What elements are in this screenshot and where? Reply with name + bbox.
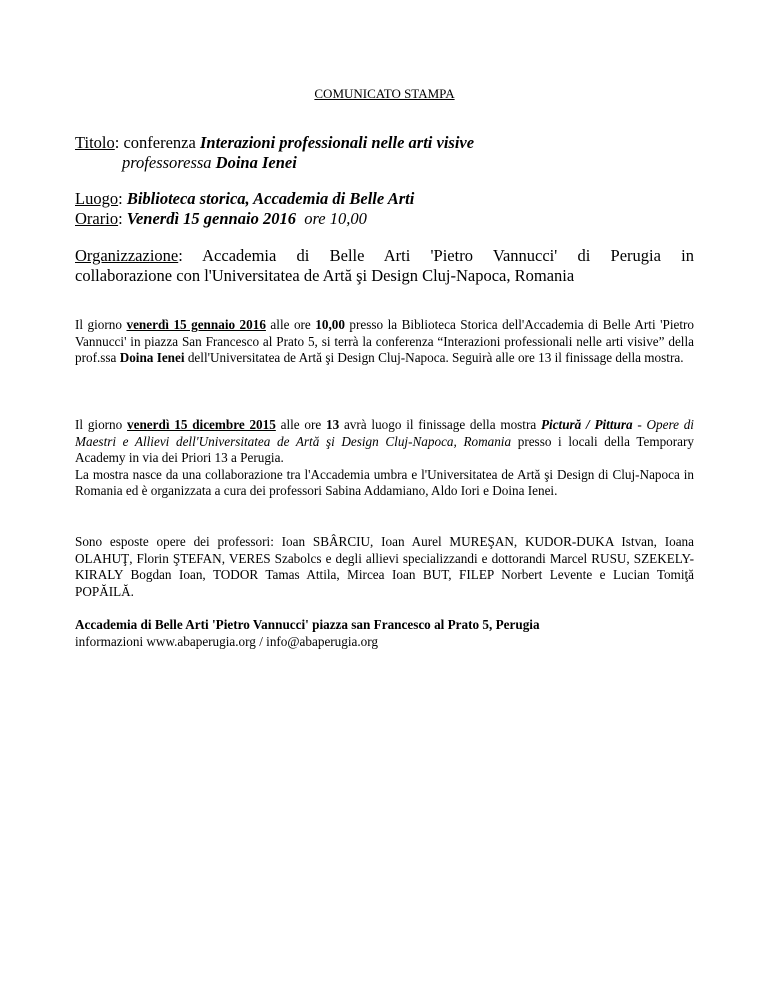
document-heading: COMUNICATO STAMPA: [314, 86, 455, 101]
organization-line-2: collaborazione con l'Universitatea de Artă şi Design Cluj-Napoca, Romania: [75, 266, 575, 285]
location-value: Biblioteca storica, Accademia di Belle Arti: [126, 189, 415, 208]
footer-block: [75, 617, 694, 650]
title-prefix: : conferenza: [114, 133, 200, 152]
speaker-prefix: professoressa: [122, 153, 216, 172]
paragraph-conference: Il giorno venerdì 15 gennaio 2016 alle ore 10,00 presso la Biblioteca Storica dell'Accademia di Belle Arti 'Pietro Vannucci' in piazza San Francesco al Prato 5, si terrà la conferenza “Interazioni professionali nelle arti visive” della prof.ssa Doina Ienei dell'Universitatea de Artă şi Design Cluj-Napoca. Seguirà alle ore 13 il finissage della mostra.: [75, 317, 694, 366]
conference-time: 10,00: [315, 317, 345, 332]
location-label: Luogo: [75, 189, 119, 208]
location-block: [75, 189, 694, 229]
organization-label: Organizzazione: [75, 246, 179, 265]
title-label: Titolo: [75, 133, 115, 152]
organization-text-1: : Accademia di Belle Arti 'Pietro Vannucci' di Perugia in: [178, 246, 694, 265]
artists-list: Sono esposte opere dei professori: Ioan SBÂRCIU, Ioan Aurel MUREŞAN, KUDOR-DUKA Istvan, Ioana OLAHUŢ, Florin ŞTEFAN, VERES Szabolcs e degli allievi specializzandi e dottorandi Marcel RUSU, SZEKELY- KIRALY Bogdan Ioan, TODOR Tamas Attila, Mircea Ioan BUT, FILEP Norbert Levente e Lucian Tomiţă POPĂILĂ.: [75, 534, 694, 599]
time-line: Orario: Venerdì 15 gennaio 2016 ore 10,00: [75, 209, 367, 228]
footer-address: Accademia di Belle Arti 'Pietro Vannucci' piazza san Francesco al Prato 5, Perugia: [75, 617, 540, 632]
title-line: [75, 133, 694, 153]
paragraph-finissage: Il giorno venerdì 15 dicembre 2015 alle ore 13 avrà luogo il finissage della mostra Pictură / Pittura - Opere di Maestri e Allievi dell'Universitatea de Artă şi Design Cluj-Napoca, Romania presso i locali della Temporary Academy in via dei Priori 13 a Perugia. La mostra nasce da una collaborazione tra l'Accademia umbra e l'Universitatea de Artă şi Design di Cluj-Napoca in Romania ed è organizzata a cura dei professori Sabina Addamiano, Aldo Iori e Doina Ienei.: [75, 417, 694, 499]
location-line: Luogo: Biblioteca storica, Accademia di Belle Arti: [75, 189, 415, 208]
exhibit-subtitle: - Opere di Maestri e Allievi dell'Universitatea de Artă şi Design Cluj-Napoca, Romania: [75, 417, 694, 449]
organization-line-1: [75, 246, 694, 266]
title-block: [75, 133, 694, 173]
conference-speaker: Doina Ienei: [119, 350, 185, 366]
event-time: ore 10,00: [304, 209, 367, 228]
footer-contacts: informazioni www.abaperugia.org / info@abaperugia.org: [75, 633, 379, 649]
event-date: Venerdì 15 gennaio 2016: [126, 209, 296, 228]
speaker-line: [75, 153, 694, 173]
paragraph-artists: [75, 534, 694, 600]
collaboration-text: La mostra nasce da una collaborazione tra l'Accademia umbra e l'Universitatea de Artă şi Design di Cluj-Napoca in Romania ed è organizzata a cura dei professori Sabina Addamiano, Aldo Iori e Doina Ienei.: [75, 466, 694, 499]
exhibit-title: Pictură / Pittura: [540, 417, 633, 432]
conference-date: venerdì 15 gennaio 2016: [126, 317, 266, 332]
organization-block: [75, 246, 694, 286]
time-label: Orario: [75, 209, 119, 228]
speaker-name: Doina Ienei: [215, 153, 297, 172]
finissage-date: venerdì 15 dicembre 2015: [127, 417, 276, 432]
finissage-time: 13: [326, 417, 340, 432]
conference-title: Interazioni professionali nelle arti visive: [199, 133, 475, 152]
